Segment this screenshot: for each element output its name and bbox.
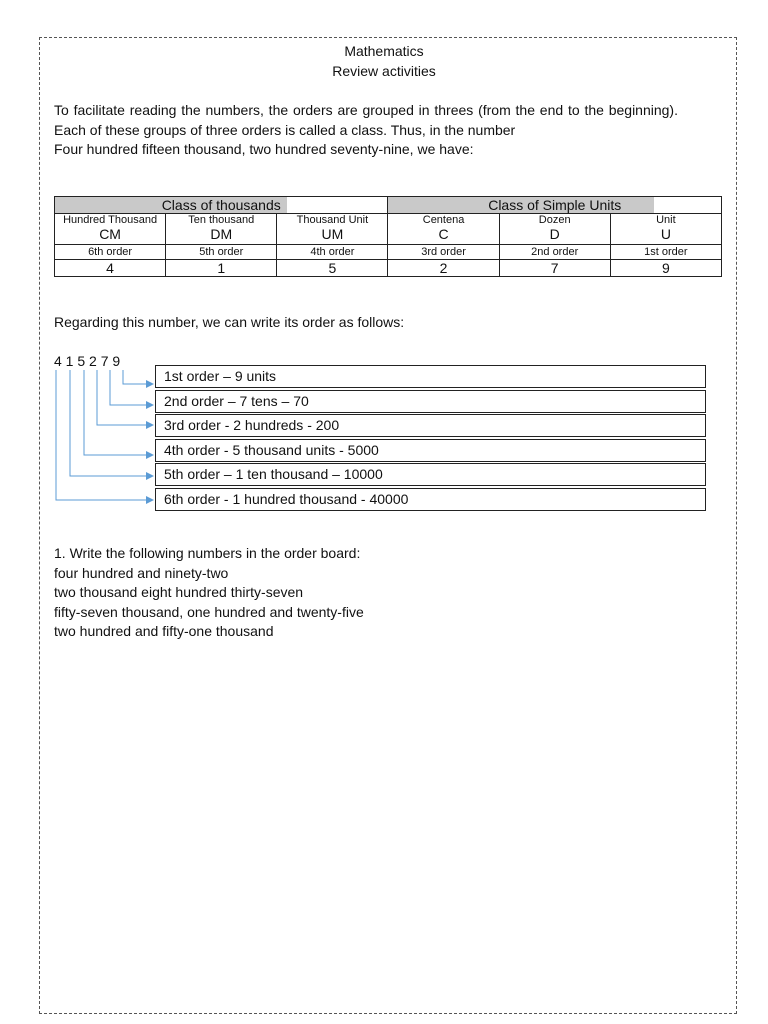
digit-cell: 5 (277, 260, 388, 277)
order-box-6th: 6th order - 1 hundred thousand - 40000 (155, 488, 706, 511)
arrow-4th-order (84, 370, 153, 455)
exercise-item: fifty-seven thousand, one hundred and twenty-five (54, 603, 364, 620)
order-cell: 6th order (55, 245, 166, 260)
column-name: Hundred Thousand (63, 214, 158, 226)
regarding-text: Regarding this number, we can write its order as follows: (54, 314, 405, 330)
order-cell: 4th order (277, 245, 388, 260)
arrow-3rd-order (97, 370, 153, 425)
arrow-2nd-order (110, 370, 153, 405)
column-abbr: CM (99, 226, 121, 242)
column-abbr: UM (321, 226, 344, 242)
column-name: Thousand Unit (296, 214, 369, 226)
exercise-prompt: 1. Write the following numbers in the order board: (54, 545, 361, 561)
arrow-5th-order (70, 370, 153, 476)
column-abbr: DM (210, 226, 233, 242)
intro-last-line: Four hundred fifteen thousand, two hundred seventy-nine, we have: (54, 141, 474, 157)
exercise-item: two thousand eight hundred thirty-seven (54, 584, 304, 600)
order-cell: 5th order (166, 245, 277, 260)
subtitle: Review activities (332, 63, 436, 79)
column-abbr: C (438, 226, 449, 242)
class-thousands-label: Class of thousands (161, 197, 281, 213)
digit-cell: 4 (55, 260, 166, 277)
order-cell: 3rd order (388, 245, 499, 260)
order-box-5th: 5th order – 1 ten thousand – 10000 (155, 463, 706, 486)
digit-cell: 7 (499, 260, 610, 277)
exercise-section (54, 544, 364, 642)
subject-title: Mathematics (344, 43, 424, 59)
number-digits: 4 1 5 2 7 9 (54, 353, 121, 369)
column-abbr: D (549, 226, 560, 242)
column-name: Centena (422, 214, 465, 226)
arrow-1st-order (123, 370, 153, 384)
order-cell: 2nd order (499, 245, 610, 260)
order-box-1st: 1st order – 9 units (155, 365, 706, 388)
order-cell: 1st order (610, 245, 721, 260)
digit-cell: 9 (610, 260, 721, 277)
column-abbr: U (660, 226, 671, 242)
order-box-3rd: 3rd order - 2 hundreds - 200 (155, 414, 706, 437)
class-units-label: Class of Simple Units (488, 197, 622, 213)
column-name: Dozen (538, 214, 571, 226)
column-name: Unit (656, 214, 676, 226)
arrow-6th-order (56, 370, 153, 500)
intro-text: To facilitate reading the numbers, the orders are grouped in threes (from the end to the beginning). Each of these groups of three orders is called a class. Thus, in the number (54, 102, 678, 138)
digit-cell: 2 (388, 260, 499, 277)
column-name: Ten thousand (188, 214, 255, 226)
order-box-2nd: 2nd order – 7 tens – 70 (155, 390, 706, 413)
exercise-item: two hundred and fifty-one thousand (54, 623, 274, 639)
exercise-item: four hundred and ninety-two (54, 564, 229, 581)
order-box-4th: 4th order - 5 thousand units - 5000 (155, 439, 706, 462)
digit-cell: 1 (166, 260, 277, 277)
